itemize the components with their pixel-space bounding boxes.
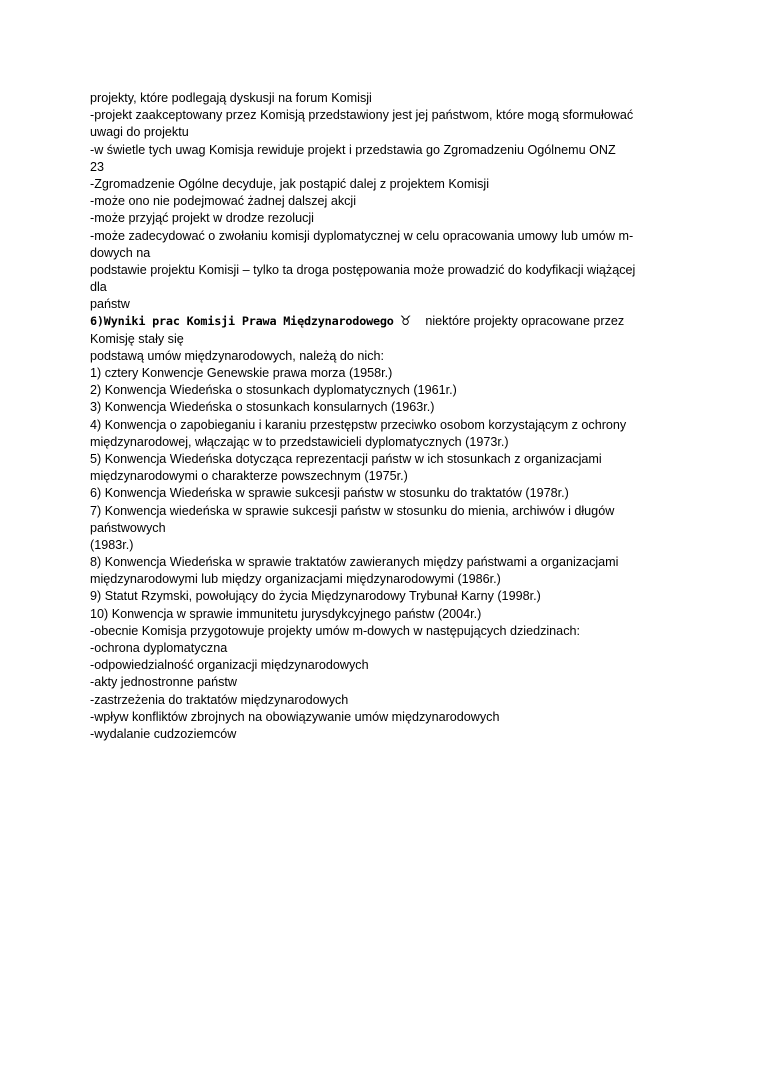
list-item: -zastrzeżenia do traktatów międzynarodowych: [90, 692, 349, 707]
text-line: uwagi do projektu: [90, 125, 189, 140]
text-line: -może ono nie podejmować żadnej dalszej akcji: [90, 194, 357, 209]
text-line: projekty, które podlegają dyskusji na forum Komisji: [90, 91, 372, 105]
list-item: 5) Konwencja Wiedeńska dotycząca reprezentacji państw w ich stosunkach z organizacjami: [90, 451, 602, 466]
list-item: 6) Konwencja Wiedeńska w sprawie sukcesji państw w stosunku do traktatów (1978r.): [90, 486, 569, 501]
list-item: -odpowiedzialność organizacji międzynarodowych: [90, 658, 369, 673]
text-line: -Zgromadzenie Ogólne decyduje, jak postąpić dalej z projektem Komisji: [90, 176, 489, 191]
list-item: 7) Konwencja wiedeńska w sprawie sukcesji państw w stosunku do mienia, archiwów i długów: [90, 503, 615, 518]
list-item: 1) cztery Konwencje Genewskie prawa morza (1958r.): [90, 366, 393, 380]
list-item: międzynarodowymi o charakterze powszechnym (1975r.): [90, 469, 408, 484]
list-item: -wpływ konfliktów zbrojnych na obowiązywanie umów międzynarodowych: [90, 709, 500, 724]
list-item: 9) Statut Rzymski, powołujący do życia Międzynarodowy Trybunał Karny (1998r.): [90, 589, 541, 604]
text-line: Komisję stały się: [90, 331, 184, 346]
list-item: (1983r.): [90, 537, 134, 552]
list-item: międzynarodowej, włączając w to przedstawicieli dyplomatycznych (1973r.): [90, 434, 509, 449]
section-heading-row: [90, 313, 670, 330]
list-item: międzynarodowymi lub między organizacjami międzynarodowymi (1986r.): [90, 572, 501, 587]
list-item: 2) Konwencja Wiedeńska o stosunkach dyplomatycznych (1961r.): [90, 383, 457, 398]
text-line: dla: [90, 280, 107, 295]
list-item: -akty jednostronne państw: [90, 675, 238, 690]
list-item: państwowych: [90, 520, 166, 535]
text-line: podstawie projektu Komisji – tylko ta droga postępowania może prowadzić do kodyfikacji wiążącej: [90, 262, 636, 277]
list-item: 8) Konwencja Wiedeńska w sprawie traktatów zawieranych między państwami a organizacjami: [90, 555, 619, 570]
text-line: -może przyjąć projekt w drodze rezolucji: [90, 211, 314, 226]
text-line: -może zadecydować o zwołaniu komisji dyplomatycznej w celu opracowania umowy lub umów m-: [90, 228, 634, 243]
text-line: podstawą umów międzynarodowych, należą do nich:: [90, 348, 385, 363]
heading-continuation: niektóre projekty opracowane przez: [425, 314, 625, 329]
list-item: -ochrona dyplomatyczna: [90, 641, 228, 655]
text-line: -w świetle tych uwag Komisja rewiduje projekt i przedstawia go Zgromadzeniu Ogólnemu ONZ: [90, 142, 616, 157]
text-line: 23: [90, 159, 105, 174]
text-line: -projekt zaakceptowany przez Komisją przedstawiony jest jej państwom, które mogą sformułować: [90, 108, 634, 123]
document-body: [90, 90, 670, 743]
list-item: -wydalanie cudzoziemców: [90, 726, 237, 741]
list-item: 4) Konwencja o zapobieganiu i karaniu przestępstw przeciwko osobom korzystającym z ochrony: [90, 417, 627, 432]
list-item: 3) Konwencja Wiedeńska o stosunkach konsularnych (1963r.): [90, 400, 435, 415]
list-item: 10) Konwencja w sprawie immunitetu jurysdykcyjnego państw (2004r.): [90, 606, 482, 621]
text-line: państw: [90, 297, 130, 312]
text-line: -obecnie Komisja przygotowuje projekty umów m-dowych w następujących dziedzinach:: [90, 623, 580, 638]
taurus-symbol-icon: ♉: [399, 314, 412, 330]
text-line: dowych na: [90, 245, 151, 260]
section-heading: 6)Wyniki prac Komisji Prawa Międzynarodowego: [90, 314, 394, 329]
